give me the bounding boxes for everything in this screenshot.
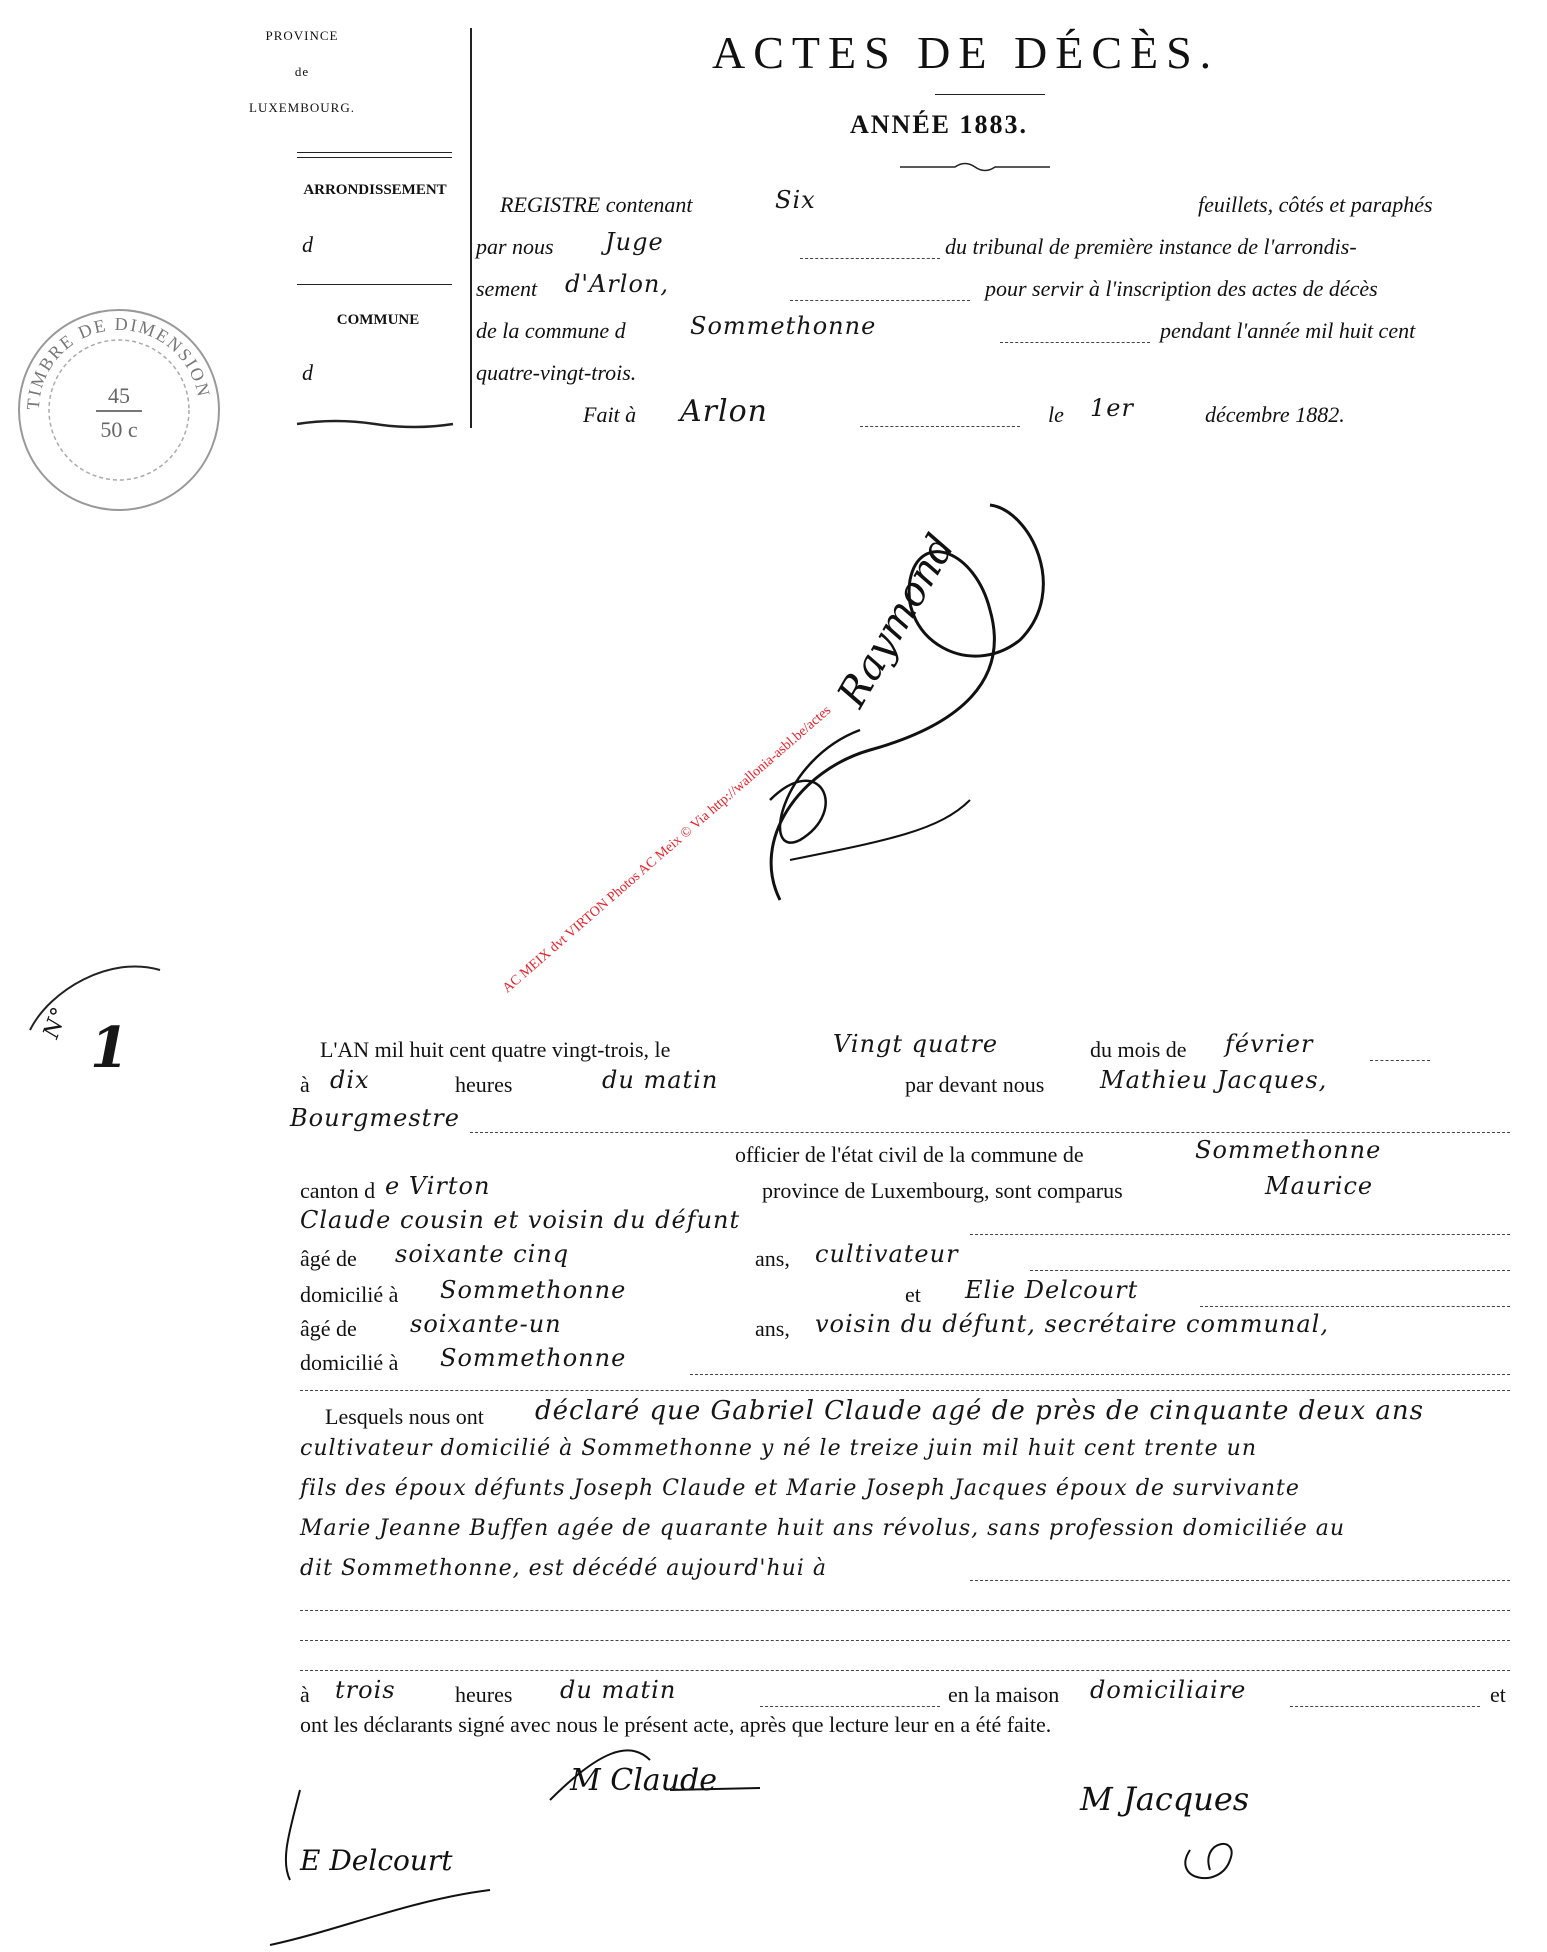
signature-left-text: E Delcourt	[300, 1844, 453, 1877]
act-l16-a: à	[300, 1682, 310, 1707]
registry-line1-suffix: feuillets, côtés et paraphés	[1198, 192, 1433, 217]
dash-fill	[860, 426, 1020, 427]
dash-fill	[970, 1234, 1510, 1235]
year-flourish	[900, 160, 1050, 174]
registry-line3-suffix: pour servir à l'inscription des actes de décès	[985, 276, 1378, 301]
act-l2-a: à	[300, 1072, 310, 1097]
signature-middle	[540, 1730, 780, 1820]
act-witness1-age: soixante cinq	[395, 1240, 570, 1268]
signature-right	[1070, 1750, 1310, 1890]
registry-line2-suffix: du tribunal de première instance de l'arrondis-	[945, 234, 1357, 259]
fait-le: le	[1048, 402, 1064, 427]
year-heading: ANNÉE 1883.	[850, 110, 1029, 139]
act-number-prefix: N°	[38, 1003, 74, 1042]
judge-signature	[740, 500, 1060, 920]
stamp-value-top: 45	[108, 383, 130, 408]
dash-fill	[970, 1580, 1510, 1581]
dash-fill	[1200, 1306, 1510, 1307]
act-closing: ont les déclarants signé avec nous le présent acte, après que lecture leur en a été faite.	[300, 1712, 1052, 1737]
act-l9-ans: ans,	[755, 1316, 790, 1341]
dash-fill	[470, 1132, 1510, 1133]
registry-line2-prefix: par nous	[476, 234, 554, 259]
dash-fill	[1290, 1706, 1480, 1707]
header-rule	[297, 284, 452, 285]
commune-label: COMMUNE	[336, 312, 420, 328]
act-l1-prefix: L'AN mil huit cent quatre vingt-trois, le	[320, 1037, 671, 1062]
act-l2-suffix: par devant nous	[905, 1072, 1045, 1097]
act-canton: e Virton	[385, 1172, 491, 1200]
act-l4-text: officier de l'état civil de la commune de	[735, 1142, 1084, 1167]
act-l5-prefix: canton d	[300, 1178, 376, 1203]
act-witness2-place: Sommethonne	[440, 1344, 627, 1372]
fait-prefix: Fait à	[583, 402, 637, 427]
province-line-3: LUXEMBOURG.	[249, 100, 355, 115]
dash-fill	[690, 1374, 1510, 1375]
stamp-value-bottom: 50 c	[100, 417, 138, 442]
registry-arrondissement: d'Arlon,	[565, 270, 669, 298]
act-l11-prefix: Lesquels nous ont	[325, 1404, 484, 1429]
registry-line4-prefix: de la commune d	[476, 318, 626, 343]
registry-line5: quatre-vingt-trois.	[476, 360, 637, 385]
header-divider	[470, 28, 472, 428]
act-witness1-first: Maurice	[1265, 1172, 1374, 1200]
fait-place: Arlon	[680, 394, 768, 429]
act-l16-heures: heures	[455, 1682, 513, 1707]
registry-commune: Sommethonne	[690, 312, 877, 340]
act-number-mark	[20, 950, 180, 1040]
watermark-text: AC MEIX dvt VIRTON Photos AC Meix © Via http://wallonia-asbl.be/actes	[500, 703, 835, 997]
registry-judge-role: Juge	[605, 228, 664, 256]
act-officer-title: Bourgmestre	[290, 1104, 460, 1132]
act-l7-ans: ans,	[755, 1246, 790, 1271]
arrondissement-d: d	[302, 232, 313, 257]
act-l5-text: province de Luxembourg, sont comparus	[762, 1178, 1123, 1203]
act-declaration-1: déclaré que Gabriel Claude agé de près de cinquante deux ans	[535, 1396, 1425, 1426]
act-declaration-5: dit Sommethonne, est décédé aujourd'hui à	[300, 1556, 827, 1581]
fait-day: 1er	[1090, 394, 1134, 422]
signature-right-text: M Jacques	[1080, 1780, 1250, 1818]
dash-fill	[300, 1670, 1510, 1671]
act-month: février	[1225, 1030, 1314, 1058]
act-l16-maison: en la maison	[948, 1682, 1060, 1707]
act-death-period: du matin	[560, 1676, 677, 1704]
act-l16-et: et	[1490, 1682, 1506, 1707]
dash-fill	[300, 1640, 1510, 1641]
dash-fill	[300, 1610, 1510, 1611]
act-l2-heures: heures	[455, 1072, 513, 1097]
act-l1-mid: du mois de	[1090, 1037, 1187, 1062]
registry-line1-prefix: REGISTRE contenant	[500, 192, 693, 217]
act-period: du matin	[602, 1066, 719, 1094]
registry-sheet-count: Six	[775, 186, 816, 214]
act-officer-name: Mathieu Jacques,	[1100, 1066, 1328, 1094]
registry-line4-suffix: pendant l'année mil huit cent	[1160, 318, 1416, 343]
dash-fill	[1370, 1060, 1430, 1061]
dash-fill	[300, 1390, 1510, 1391]
act-day: Vingt quatre	[833, 1030, 999, 1058]
act-hour: dix	[330, 1066, 370, 1094]
act-witness2-name: Elie Delcourt	[965, 1276, 1139, 1304]
province-line-1: PROVINCE	[265, 28, 339, 43]
tax-stamp-icon	[14, 305, 224, 515]
fait-suffix: décembre 1882.	[1205, 402, 1345, 427]
act-witness2-age: soixante-un	[410, 1310, 562, 1338]
act-witness1-place: Sommethonne	[440, 1276, 627, 1304]
dash-fill	[760, 1706, 940, 1707]
title-rule	[935, 94, 1045, 95]
act-witness1-desc: Claude cousin et voisin du défunt	[300, 1206, 741, 1234]
province-line-2: de	[294, 64, 310, 79]
act-l9-prefix: âgé de	[300, 1316, 357, 1341]
signature-left	[260, 1780, 520, 1950]
act-death-hour: trois	[335, 1676, 396, 1704]
act-l7-prefix: âgé de	[300, 1246, 357, 1271]
arrondissement-label: ARRONDISSEMENT	[303, 182, 447, 198]
act-death-place: domiciliaire	[1090, 1676, 1247, 1704]
act-commune: Sommethonne	[1195, 1136, 1382, 1164]
act-l8-prefix: domicilié à	[300, 1282, 399, 1307]
registry-line3-prefix: sement	[476, 276, 538, 301]
commune-d: d	[302, 360, 313, 385]
dash-fill	[1000, 342, 1150, 343]
dash-fill	[1030, 1270, 1510, 1271]
dash-fill	[800, 258, 940, 259]
header-double-rule-2	[297, 157, 452, 158]
act-number: 1	[90, 1015, 130, 1081]
act-declaration-3: fils des époux défunts Joseph Claude et Marie Joseph Jacques époux de survivante	[300, 1476, 1300, 1501]
act-declaration-4: Marie Jeanne Buffen agée de quarante huit ans révolus, sans profession domiciliée au	[300, 1516, 1345, 1541]
header-double-rule	[297, 152, 452, 153]
signature-middle-text: M Claude	[570, 1763, 717, 1798]
stamp-text: TIMBRE DE DIMENSION	[22, 313, 215, 411]
act-declaration-2: cultivateur domicilié à Sommethonne y né le treize juin mil huit cent trente un	[300, 1436, 1258, 1461]
act-witness2-prof: voisin du défunt, secrétaire communal,	[815, 1310, 1329, 1338]
judge-signature-text: Raymond	[828, 526, 965, 715]
act-l10-prefix: domicilié à	[300, 1350, 399, 1375]
act-witness1-prof: cultivateur	[815, 1240, 959, 1268]
page-title: ACTES DE DÉCÈS.	[712, 27, 1220, 78]
act-l8-et: et	[905, 1282, 921, 1307]
dash-fill	[790, 300, 970, 301]
header-flourish	[295, 418, 455, 430]
